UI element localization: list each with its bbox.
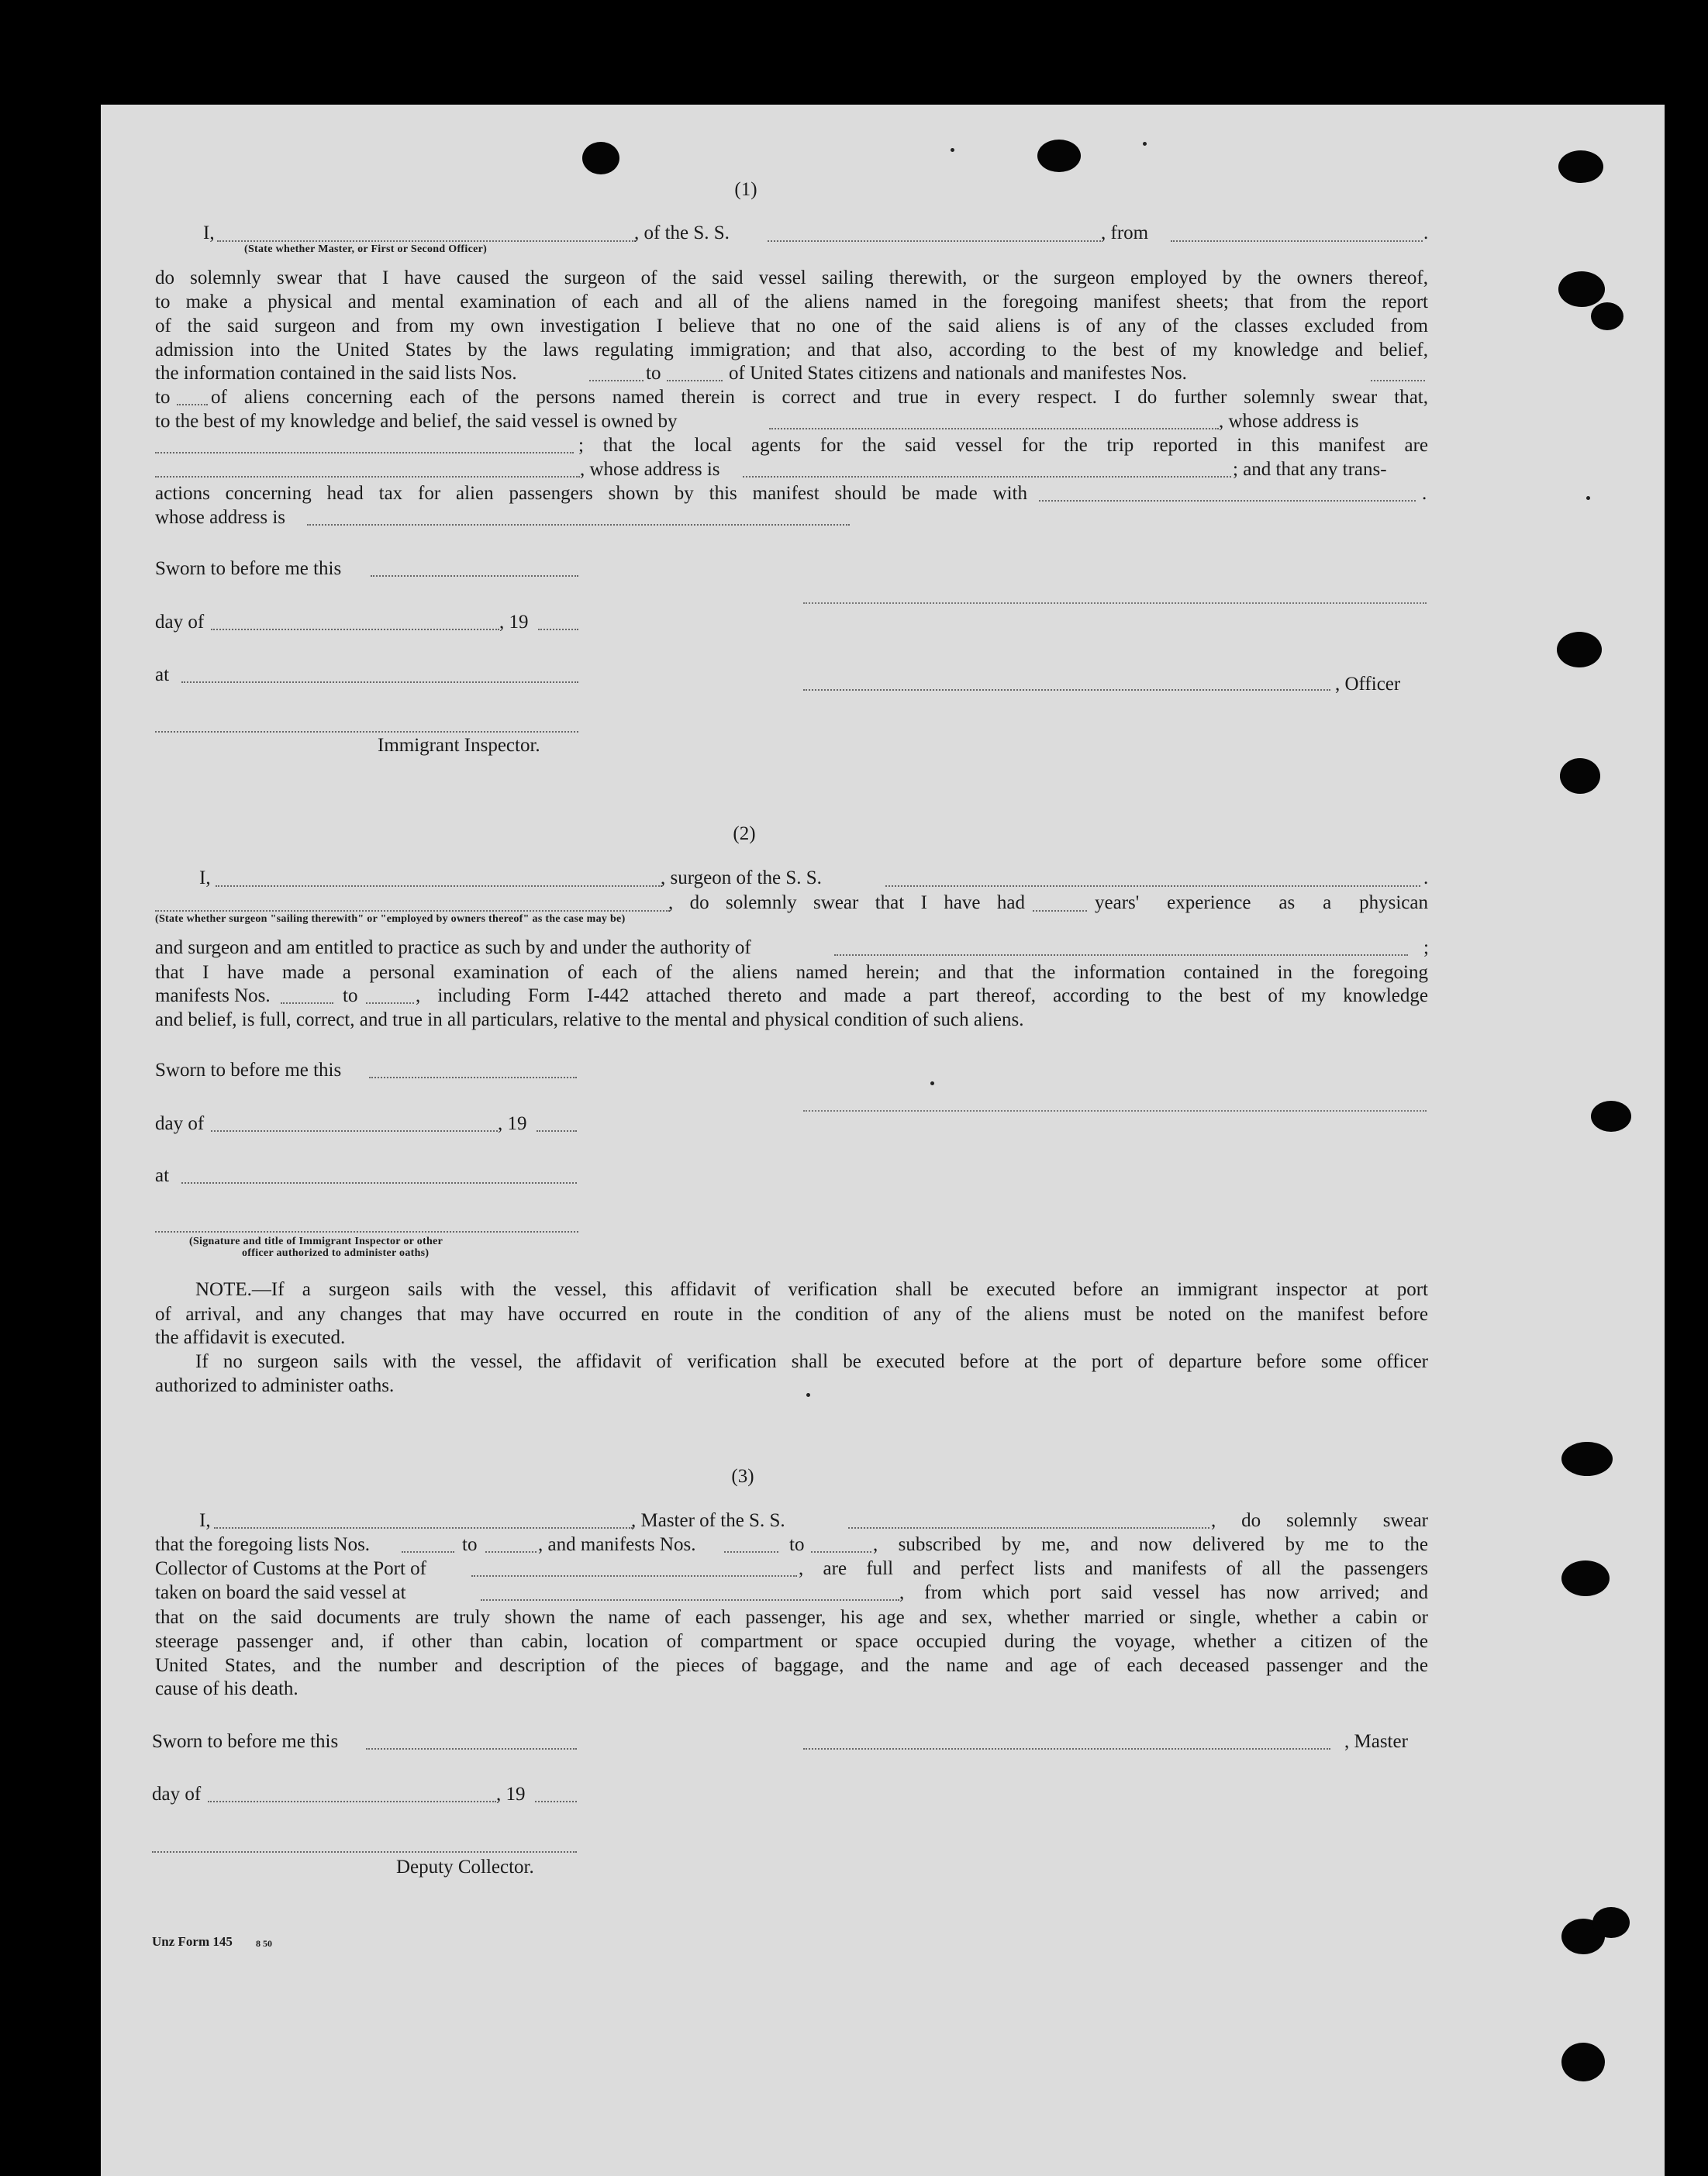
swear-label: , do solemnly swear that I have had — [668, 892, 1025, 913]
agents-label: ; that the local agents for the said vessel for the trip reported in this manifest are — [578, 435, 1428, 456]
punch-hole — [1591, 302, 1623, 330]
section1-ofss: , of the S. S. — [634, 222, 730, 243]
manifests-nos-label: manifests Nos. — [155, 985, 271, 1006]
whose-address-field[interactable] — [307, 524, 850, 526]
punch-hole — [582, 142, 619, 174]
surgeon-type-note: (State whether surgeon "sailing therewith" or "employed by owners thereof" as the case may be) — [155, 913, 626, 925]
at-label: at — [155, 664, 170, 685]
punch-hole — [1592, 1907, 1630, 1938]
note-line: of arrival, and any changes that may have occurred en route in the condition of any of the aliens must be noted on the manifest before — [155, 1304, 1428, 1325]
section3-line: that on the said documents are truly shown the name of each passenger, his age and sex, whether married or single, whether a cabin or — [155, 1607, 1428, 1628]
inspector-signature-field[interactable] — [155, 731, 578, 733]
sworn-label-2: Sworn to before me this — [155, 1060, 342, 1081]
agents-address-label: , whose address is — [580, 459, 720, 480]
signature-note: (Signature and title of Immigrant Inspector or other — [189, 1236, 443, 1247]
section1-line: to make a physical and mental examination of each and all of the aliens named in the foregoing manifest sheets; that from the report — [155, 291, 1428, 312]
subscribed-label: , subscribed by me, and now delivered by me to the — [873, 1534, 1428, 1555]
officer-label: , Officer — [1335, 674, 1401, 695]
year-field-2[interactable] — [537, 1130, 577, 1132]
manifests-nos-to-label-3: to — [789, 1534, 805, 1555]
sworn-date-field[interactable] — [371, 575, 578, 577]
collector-signature-field[interactable] — [152, 1851, 577, 1853]
section2-line: that I have made a personal examination of each of the aliens named herein; and that the information contained in the foregoing — [155, 962, 1428, 983]
owned-by-label: to the best of my knowledge and belief, the said vessel is owned by — [155, 411, 678, 432]
at-label-2: at — [155, 1165, 170, 1186]
section2-last-line: and belief, is full, correct, and true in all particulars, relative to the mental and physical condition of such aliens. — [155, 1009, 1024, 1030]
sworn-date-field-3[interactable] — [366, 1748, 577, 1750]
perfect-lists-label: , are full and perfect lists and manifests of all the passengers — [799, 1558, 1428, 1579]
section1-line: of the said surgeon and from my own investigation I believe that no one of the said aliens is of any of the classes excluded from — [155, 316, 1428, 336]
day-of-field-3[interactable] — [208, 1801, 496, 1802]
head-tax-end: . — [1422, 483, 1427, 504]
at-field-2[interactable] — [181, 1182, 577, 1184]
owner-address-field[interactable] — [155, 452, 574, 453]
authority-label: and surgeon and am entitled to practice as such by and under the authority of — [155, 937, 751, 958]
vessel-name-field[interactable] — [768, 240, 1101, 242]
section3-last-line: cause of his death. — [155, 1678, 298, 1699]
section1-line: do solemnly swear that I have caused the surgeon of the said vessel sailing therewith, or the surgeon employed by the owners thereof, — [155, 267, 1428, 288]
manifests-to-field[interactable] — [177, 404, 208, 405]
owner-field[interactable] — [769, 428, 1219, 429]
foregoing-lists-to[interactable] — [485, 1551, 537, 1553]
punch-hole — [1561, 1442, 1613, 1476]
arrived-label: , from which port said vessel has now arrived; and — [899, 1582, 1428, 1603]
punch-hole — [1037, 140, 1081, 172]
year-label-2: , 19 — [498, 1113, 527, 1134]
manifests-to-label: to — [155, 387, 171, 408]
at-field[interactable] — [181, 681, 578, 683]
master-ss-label: , Master of the S. S. — [631, 1510, 785, 1531]
owner-address-label: , whose address is — [1219, 411, 1359, 432]
punch-hole — [1561, 2043, 1605, 2081]
lists-label: the information contained in the said lists Nos. — [155, 363, 517, 384]
inspector-label: Immigrant Inspector. — [378, 735, 540, 756]
surgeon-type-field[interactable] — [155, 910, 670, 912]
section1-from: , from — [1101, 222, 1149, 243]
day-of-field-2[interactable] — [211, 1130, 498, 1132]
punch-hole — [1557, 632, 1602, 667]
form-number: Unz Form 145 — [152, 1934, 233, 1949]
sworn-label: Sworn to before me this — [155, 558, 342, 579]
authority-field[interactable] — [834, 954, 1408, 956]
authority-end: ; — [1423, 937, 1429, 958]
foregoing-lists-from[interactable] — [402, 1551, 454, 1553]
manifests-nos-label-3: , and manifests Nos. — [538, 1534, 696, 1555]
section2-number: (2) — [733, 823, 756, 844]
year-field[interactable] — [538, 629, 578, 630]
manifests-nos-to-3[interactable] — [811, 1551, 871, 1553]
years-label: years' experience as a physican — [1095, 892, 1428, 913]
speck — [806, 1393, 810, 1397]
section3-number: (3) — [731, 1466, 754, 1487]
swear-label-3: , do solemnly swear — [1211, 1510, 1428, 1531]
trans-label: ; and that any trans- — [1233, 459, 1387, 480]
sworn-date-field-2[interactable] — [369, 1077, 577, 1078]
form-i442-label: , including Form I-442 attached thereto and made a part thereof, according to the best of my knowledge — [416, 985, 1428, 1006]
manifests-nos-from-3[interactable] — [724, 1551, 778, 1553]
section2-i: I, — [199, 867, 211, 888]
day-of-label-3: day of — [152, 1784, 202, 1805]
master-label: , Master — [1344, 1731, 1408, 1752]
collector-label: Collector of Customs at the Port of — [155, 1558, 426, 1579]
head-tax-label: actions concerning head tax for alien passengers shown by this manifest should be made with — [155, 483, 1027, 504]
punch-hole — [1561, 1560, 1610, 1596]
foregoing-lists-label: that the foregoing lists Nos. — [155, 1534, 371, 1555]
punch-hole — [1560, 758, 1600, 794]
form-code: 8 50 — [256, 1938, 272, 1949]
lists-to-label: to — [646, 363, 661, 384]
signature-line[interactable] — [803, 602, 1427, 604]
surgeon-label: , surgeon of the S. S. — [661, 867, 822, 888]
year-label-3: , 19 — [496, 1784, 526, 1805]
taken-port-field[interactable] — [481, 1599, 899, 1601]
section3-line: steerage passenger and, if other than cabin, location of compartment or space occupied during the voyage, whether a citizen of the — [155, 1631, 1428, 1652]
aliens-statement: of aliens concerning each of the persons named therein is correct and true in every respect. I do further solemnly swear that, — [211, 387, 1428, 408]
foregoing-lists-to-label: to — [462, 1534, 478, 1555]
years-field[interactable] — [1033, 910, 1087, 912]
inspector-signature-field-2[interactable] — [155, 1231, 578, 1233]
punch-hole — [1558, 271, 1605, 307]
officer-rank-note: (State whether Master, or First or Second Officer) — [244, 243, 488, 255]
section3-line: United States, and the number and description of the pieces of baggage, and the name and age of each deceased passenger and the — [155, 1655, 1428, 1676]
speck — [951, 148, 954, 152]
section2-line1-end: . — [1423, 867, 1429, 888]
deputy-collector-label: Deputy Collector. — [396, 1857, 534, 1878]
day-of-label-2: day of — [155, 1113, 205, 1134]
section1-number: (1) — [734, 179, 757, 200]
day-of-field[interactable] — [211, 629, 499, 630]
officer-name-field[interactable] — [803, 689, 1330, 691]
note-line: the affidavit is executed. — [155, 1327, 346, 1348]
whose-address-label: whose address is — [155, 507, 286, 528]
manifests-from-field[interactable] — [1371, 380, 1425, 381]
note-line: NOTE.—If a surgeon sails with the vessel, this affidavit of verification shall be executed before an immigrant inspector at port — [195, 1279, 1428, 1300]
manifests-label: of United States citizens and nationals and manifestes Nos. — [729, 363, 1187, 384]
surgeon-name-field[interactable] — [216, 885, 662, 887]
officer-rank-field[interactable] — [217, 240, 636, 242]
surgeon-vessel-field[interactable] — [885, 885, 1420, 887]
manifests-nos-to-field[interactable] — [366, 1002, 414, 1004]
agents-address-field[interactable] — [743, 476, 1231, 478]
lists-from-field[interactable] — [589, 380, 644, 381]
master-signature-field[interactable] — [803, 1748, 1330, 1750]
taken-on-board-label: taken on board the said vessel at — [155, 1582, 406, 1603]
master-name-field[interactable] — [214, 1527, 633, 1529]
section3-i: I, — [199, 1510, 211, 1531]
punch-hole — [1591, 1101, 1631, 1132]
signature-note: officer authorized to administer oaths) — [242, 1247, 430, 1259]
section1-end: . — [1423, 222, 1429, 243]
from-port-field[interactable] — [1171, 240, 1423, 242]
year-label: , 19 — [499, 612, 529, 633]
head-tax-field[interactable] — [1039, 500, 1416, 502]
punch-hole — [1558, 150, 1603, 183]
note-line: authorized to administer oaths. — [155, 1375, 395, 1396]
day-of-label: day of — [155, 612, 205, 633]
note-line: If no surgeon sails with the vessel, the affidavit of verification shall be executed before at the port of departure before some officer — [195, 1351, 1428, 1372]
lists-to-field[interactable] — [667, 380, 723, 381]
section1-i: I, — [203, 222, 215, 243]
surgeon-signature-line[interactable] — [803, 1110, 1427, 1112]
master-vessel-field[interactable] — [848, 1527, 1209, 1529]
speck — [1143, 142, 1147, 146]
manifests-nos-to-label: to — [343, 985, 358, 1006]
speck — [1586, 496, 1590, 500]
section1-line: admission into the United States by the laws regulating immigration; and that also, according to the best of my knowledge and belief, — [155, 340, 1428, 360]
speck — [930, 1081, 934, 1085]
manifests-nos-from-field[interactable] — [281, 1002, 333, 1004]
year-field-3[interactable] — [535, 1801, 577, 1802]
agents-field[interactable] — [155, 476, 580, 478]
port-field[interactable] — [471, 1575, 797, 1577]
sworn-label-3: Sworn to before me this — [152, 1731, 339, 1752]
